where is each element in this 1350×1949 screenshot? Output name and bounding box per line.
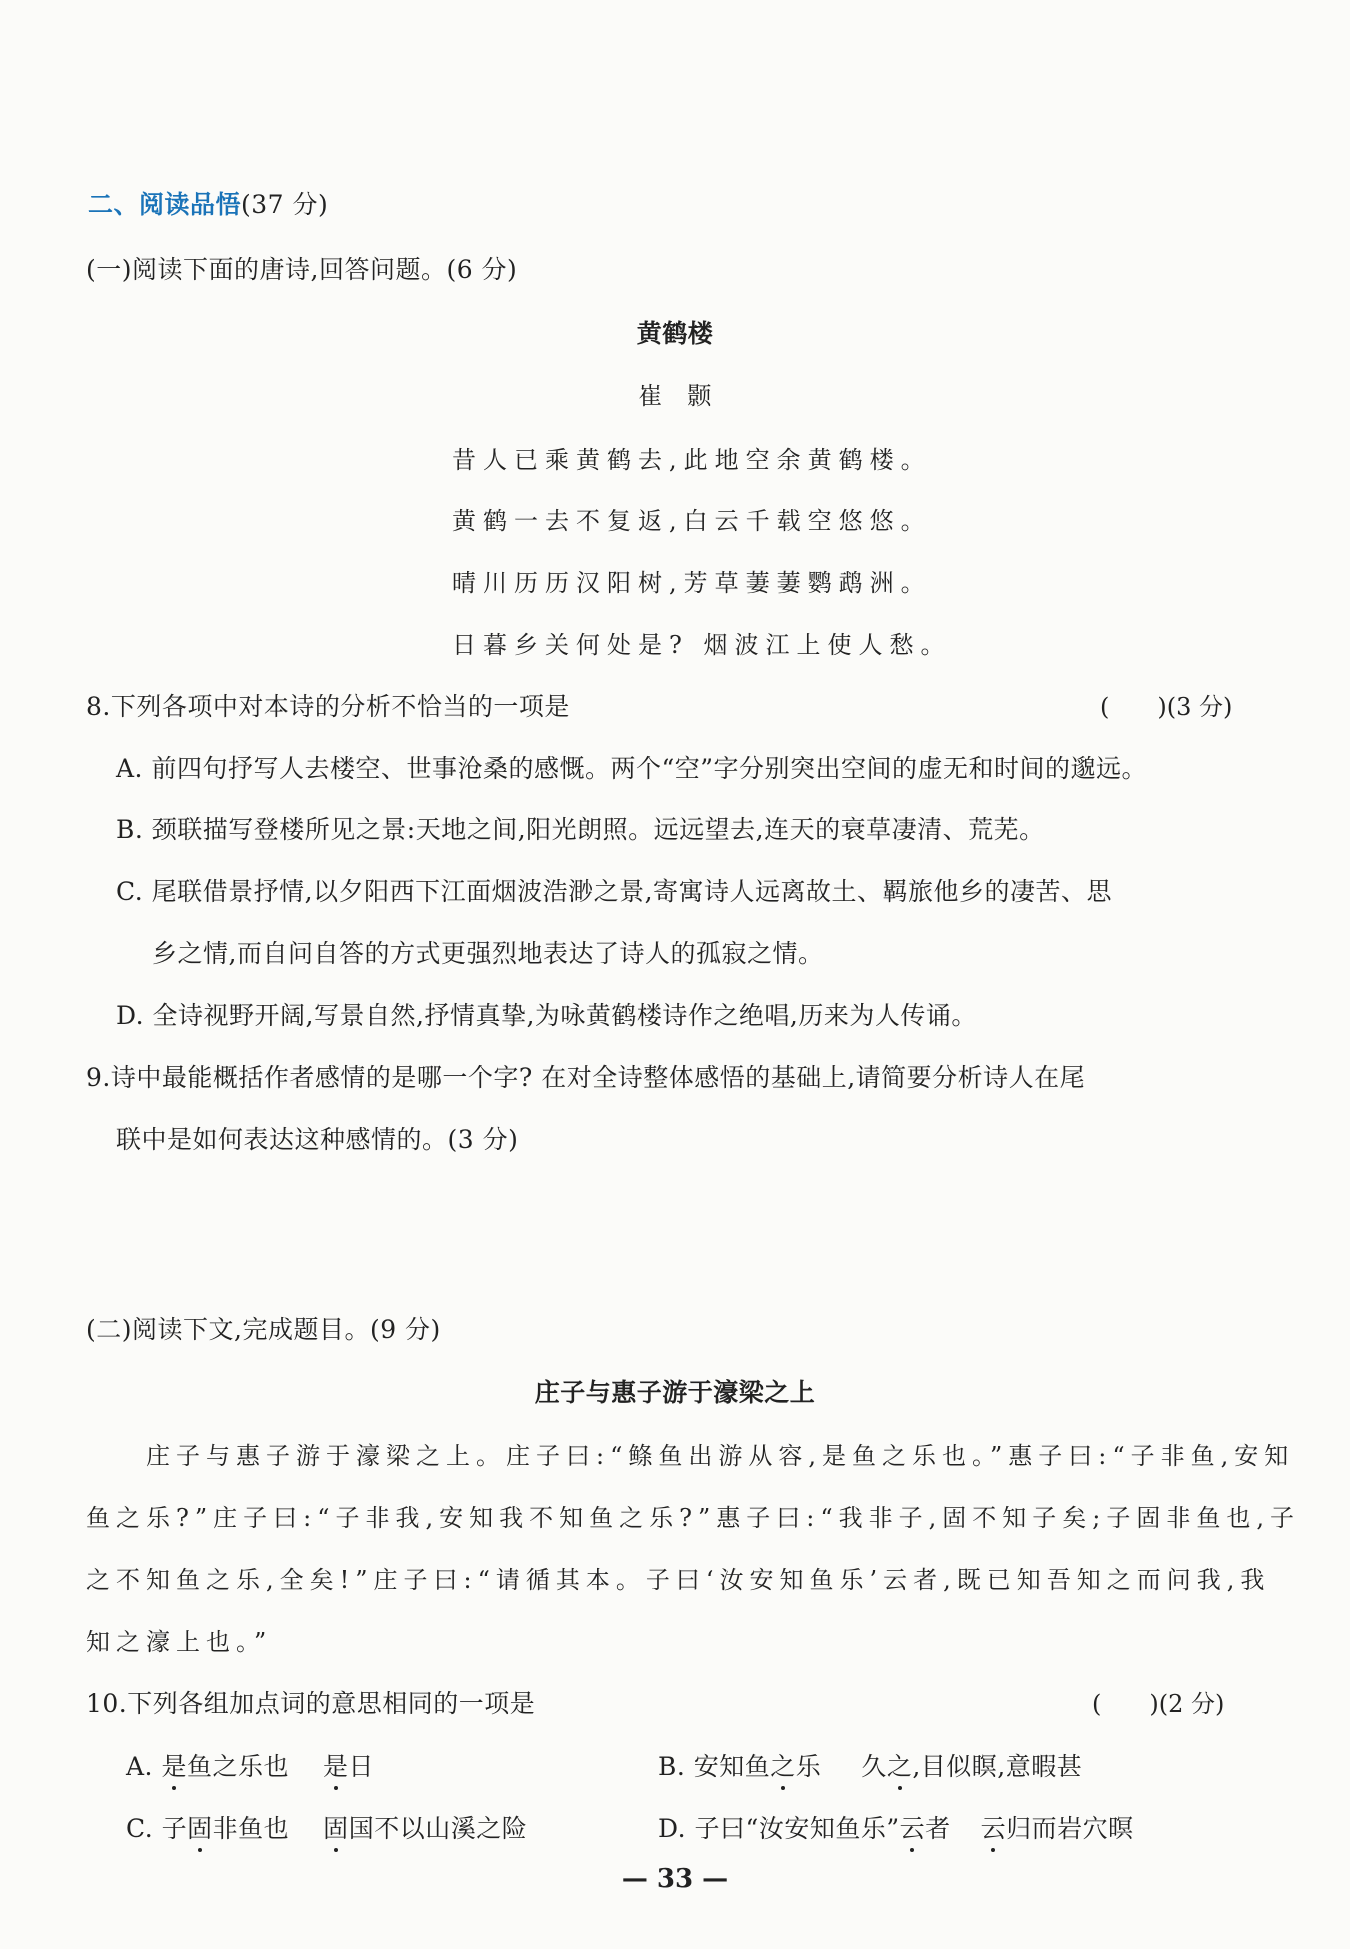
question-10-answer-blank[interactable]: ( )(2 分) (1092, 1690, 1225, 1718)
dotted-word: 固 (187, 1812, 213, 1846)
section-score: (37 分) (241, 190, 329, 219)
option-text: 归而岩穴暝 (1006, 1814, 1134, 1843)
question-8-option-a: A. 前四句抒写人去楼空、世事沧桑的感慨。两个“空”字分别突出空间的虚无和时间的邈远。 (116, 754, 1148, 783)
poem-line: 日暮乡关何处是? 烟波江上使人愁。 (452, 631, 952, 659)
dotted-word: 固 (323, 1812, 349, 1846)
option-text: A. (126, 1752, 162, 1781)
poem-title: 黄鹤楼 (636, 319, 714, 348)
question-9-stem-continued: 联中是如何表达这种感情的。(3 分) (116, 1125, 519, 1154)
question-8-option-c-continued: 乡之情,而自问自答的方式更强烈地表达了诗人的孤寂之情。 (152, 939, 824, 968)
question-10-option-b (658, 1750, 1082, 1784)
option-text: D. 子曰“汝安知鱼乐” (658, 1814, 900, 1843)
section-heading (88, 188, 328, 222)
dotted-word: 是 (323, 1750, 349, 1784)
dotted-word: 云 (900, 1812, 926, 1846)
part2-intro: (二)阅读下文,完成题目。(9 分) (86, 1315, 441, 1344)
dotted-word: 之 (770, 1750, 796, 1784)
option-text: B. 安知鱼 (658, 1752, 771, 1781)
question-8-stem: 8.下列各项中对本诗的分析不恰当的一项是 (86, 692, 570, 721)
option-text: 者 (925, 1814, 951, 1843)
question-10-stem: 10.下列各组加点词的意思相同的一项是 (86, 1689, 536, 1718)
passage-line: 之不知鱼之乐,全矣!”庄子曰:“请循其本。子曰‘汝安知鱼乐’云者,既已知吾知之而问我,我 (86, 1566, 1271, 1594)
dotted-word: 云 (981, 1812, 1007, 1846)
question-8-option-c: C. 尾联借景抒情,以夕阳西下江面烟波浩渺之景,寄寓诗人远离故土、羁旅他乡的凄苦、思 (116, 877, 1113, 906)
question-10-option-d (658, 1812, 1134, 1846)
option-text: 乐 (795, 1752, 822, 1781)
option-text: 久 (861, 1752, 887, 1781)
option-text: C. 子 (126, 1814, 188, 1843)
page-number: — 33 — (621, 1864, 729, 1894)
question-8-option-b: B. 颈联描写登楼所见之景:天地之间,阳光朗照。远远望去,连天的衰草凄清、荒芜。 (116, 815, 1045, 844)
dotted-word: 之 (887, 1750, 913, 1784)
question-8-answer-blank[interactable]: ( )(3 分) (1100, 693, 1233, 721)
section-title: 二、阅读品悟 (88, 190, 242, 219)
passage-title: 庄子与惠子游于濠梁之上 (534, 1378, 816, 1407)
poem-line: 昔人已乘黄鹤去,此地空余黄鹤楼。 (452, 446, 932, 474)
poem-author: 崔 颢 (638, 382, 712, 410)
passage-line: 庄子与惠子游于濠梁之上。庄子曰:“鲦鱼出游从容,是鱼之乐也。”惠子曰:“子非鱼,安知 (146, 1442, 1295, 1470)
part1-intro: (一)阅读下面的唐诗,回答问题。(6 分) (86, 255, 518, 284)
question-10-option-a (126, 1750, 374, 1784)
option-text: ,目似瞑,意暇甚 (912, 1752, 1083, 1781)
question-8-option-d: D. 全诗视野开阔,写景自然,抒情真挚,为咏黄鹤楼诗作之绝唱,历来为人传诵。 (116, 1001, 977, 1030)
option-text: 国不以山溪之险 (348, 1814, 528, 1843)
passage-line: 知之濠上也。” (86, 1628, 273, 1656)
question-9-stem: 9.诗中最能概括作者感情的是哪一个字? 在对全诗整体感悟的基础上,请简要分析诗人在尾 (86, 1063, 1086, 1092)
option-text: 非鱼也 (212, 1814, 290, 1843)
passage-line: 鱼之乐?”庄子曰:“子非我,安知我不知鱼之乐?”惠子曰:“我非子,固不知子矣;子固非鱼也,子 (86, 1504, 1300, 1532)
question-10-option-c (126, 1812, 527, 1846)
poem-line: 黄鹤一去不复返,白云千载空悠悠。 (452, 507, 932, 535)
dotted-word: 是 (161, 1750, 187, 1784)
poem-line: 晴川历历汉阳树,芳草萋萋鹦鹉洲。 (452, 569, 932, 597)
option-text: 日 (348, 1752, 375, 1781)
option-text: 鱼之乐也 (186, 1752, 289, 1781)
